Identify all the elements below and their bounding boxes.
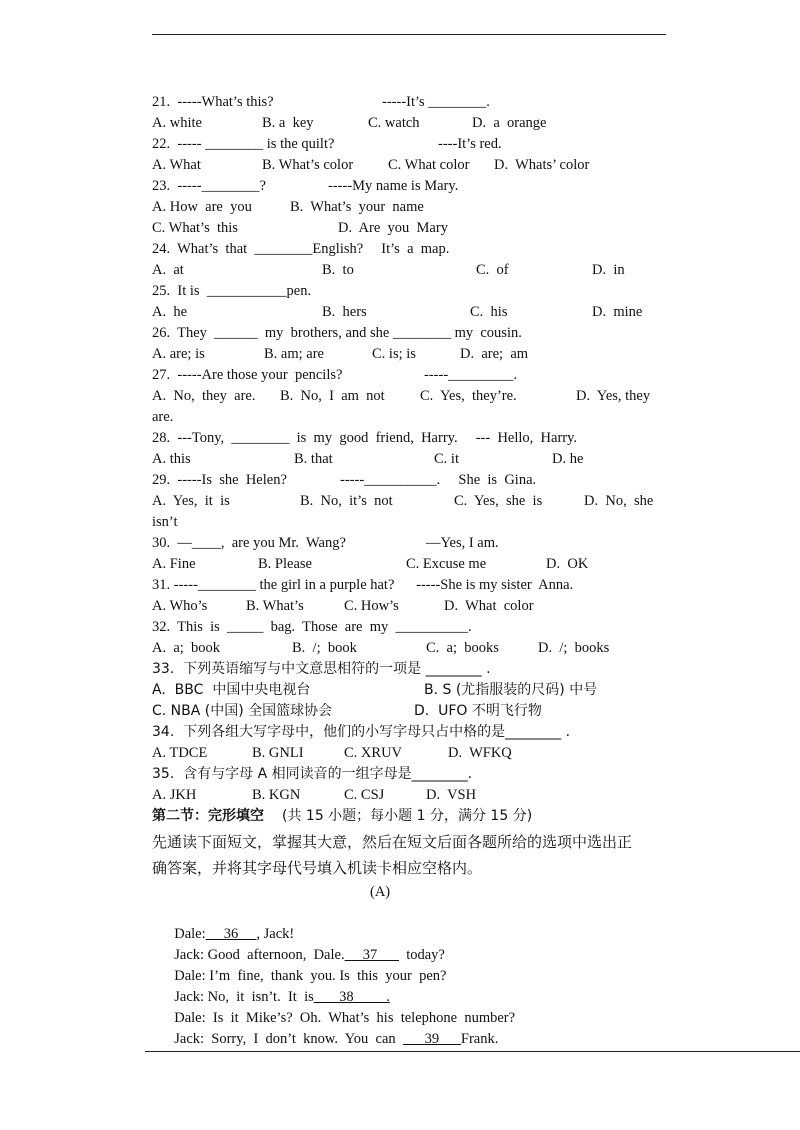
question-text: 32. This is _____ bag. Those are my __________. [152, 619, 472, 635]
options-35 [152, 785, 672, 806]
option: A. white [152, 115, 202, 131]
option: B. No, I am not [280, 388, 385, 404]
question-text: 31. -----________ the girl in a purple hat? -----She is my sister Anna. [152, 577, 574, 593]
section-title: 第二节：完形填空 [152, 808, 264, 824]
options-22 [152, 155, 672, 176]
question-text: 23. -----________? [152, 178, 266, 194]
question-text: 25. It is ___________pen. [152, 283, 312, 299]
option: A. are; is [152, 346, 205, 362]
question-text: 26. They ______ my brothers, and she ________ my cousin. [152, 325, 522, 341]
dialogue-line-3 [167, 945, 687, 984]
option: C. What’s this [152, 220, 238, 236]
option: B. What’s color [262, 157, 354, 173]
answer-prompt: -----It’s ________. [382, 94, 490, 110]
options-31 [152, 596, 672, 617]
option: C. CSJ [344, 787, 385, 803]
option: C. What color [388, 157, 470, 173]
option: A. he [152, 304, 188, 320]
options-29-wrap [152, 512, 672, 533]
option: C. his [470, 304, 508, 320]
blank-38: 38 . [313, 989, 390, 1005]
option: B. to [322, 262, 354, 278]
option: D. OK [546, 556, 589, 572]
option: B. /; book [292, 640, 357, 656]
options-34 [152, 743, 672, 764]
answer-prompt: -----_________. [424, 367, 518, 383]
dialogue-text: today? [398, 947, 445, 963]
question-30 [152, 533, 672, 554]
option: D. Are you Mary [338, 220, 448, 236]
passage-label [152, 882, 672, 903]
option: B. No, it’s not [300, 493, 393, 509]
option: C. Yes, she is [454, 493, 543, 509]
options-27 [152, 386, 672, 407]
answer-prompt: -----__________. She is Gina. [340, 472, 537, 488]
option: A. JKH [152, 787, 197, 803]
option: D. No, she [584, 493, 654, 509]
question-text: 28. ---Tony, ________ is my good friend, Harry. --- Hello, Harry. [152, 430, 578, 446]
blank-36: 36 [205, 926, 257, 942]
question-35 [152, 764, 672, 785]
answer-prompt: —Yes, I am. [426, 535, 499, 551]
option: A. What [152, 157, 201, 173]
options-32 [152, 638, 672, 659]
option: C. it [434, 451, 459, 467]
section-heading [152, 806, 672, 827]
blank-39: 39 [402, 1031, 461, 1047]
option: D. What color [444, 598, 534, 614]
option: D. Whats’ color [494, 157, 590, 173]
question-24 [152, 239, 672, 260]
option: B. S (尤指服装的尺码) 中号 [424, 682, 598, 698]
question-33 [152, 659, 672, 680]
option: A. How are you [152, 199, 252, 215]
option: D. UFO 不明飞行物 [414, 703, 542, 719]
option: A. Who’s [152, 598, 208, 614]
options-28 [152, 449, 672, 470]
question-text: 22. ----- ________ is the quilt? [152, 136, 335, 152]
option: B. What’s your name [290, 199, 424, 215]
option: D. VSH [426, 787, 477, 803]
options-23a [152, 197, 672, 218]
dialogue-text: Jack: No, it isn’t. It is [174, 989, 314, 1005]
dialogue-text: Dale: I’m fine, thank you. Is this your pen? [174, 968, 447, 984]
dialogue-text: , Jack! [256, 926, 295, 942]
question-21 [152, 92, 672, 113]
options-33b [152, 701, 672, 722]
question-23 [152, 176, 672, 197]
options-27-wrap [152, 407, 672, 428]
option: C. How’s [344, 598, 399, 614]
question-27 [152, 365, 672, 386]
option: D. /; books [538, 640, 610, 656]
options-25 [152, 302, 672, 323]
dialogue-line-1 [167, 903, 687, 942]
question-31 [152, 575, 672, 596]
option: C. watch [368, 115, 420, 131]
question-text: 29. -----Is she Helen? [152, 472, 287, 488]
option: D. he [552, 451, 584, 467]
option: C. Excuse me [406, 556, 487, 572]
answer-prompt: -----My name is Mary. [328, 178, 459, 194]
option: B. Please [258, 556, 312, 572]
top-rule [152, 34, 666, 35]
option: C. Yes, they’re. [420, 388, 517, 404]
dialogue-line-6 [167, 1008, 687, 1047]
option: A. No, they are. [152, 388, 256, 404]
option: A. BBC 中国中央电视台 [152, 682, 311, 698]
question-text: 27. -----Are those your pencils? [152, 367, 343, 383]
option: B. am; are [264, 346, 324, 362]
options-21 [152, 113, 672, 134]
options-26 [152, 344, 672, 365]
dialogue-line-4 [167, 966, 687, 1005]
question-text: 24. What’s that ________English? It’s a map. [152, 241, 450, 257]
question-text: 35. 含有与字母 A 相同读音的一组字母是________. [152, 766, 473, 782]
option: D. in [592, 262, 625, 278]
options-23b [152, 218, 672, 239]
question-text: 21. -----What’s this? [152, 94, 274, 110]
dialogue-text: Dale: [174, 926, 206, 942]
instruction-text: 先通读下面短文，掌握其大意，然后在短文后面各题所给的选项中选出正 [152, 833, 633, 851]
option: D. are; am [460, 346, 529, 362]
answer-prompt: ----It’s red. [438, 136, 502, 152]
option-continuation: isn’t [152, 514, 178, 530]
option: C. XRUV [344, 745, 403, 761]
blank-37: 37 [344, 947, 399, 963]
question-29 [152, 470, 672, 491]
passage-label-text: (A) [370, 884, 391, 900]
option: D. mine [592, 304, 643, 320]
question-text: 30. —____, are you Mr. Wang? [152, 535, 346, 551]
option: B. a key [262, 115, 314, 131]
options-24 [152, 260, 672, 281]
question-32 [152, 617, 672, 638]
instruction-text: 确答案，并将其字母代号填入机读卡相应空格内。 [152, 859, 483, 877]
option: A. Yes, it is [152, 493, 230, 509]
instruction-line-2 [152, 856, 672, 880]
question-22 [152, 134, 672, 155]
option: C. a; books [426, 640, 499, 656]
dialogue-text: Jack: Sorry, I don’t know. You can [174, 1031, 403, 1047]
option: A. Fine [152, 556, 196, 572]
question-text: 34. 下列各组大写字母中，他们的小写字母只占中格的是________ . [152, 724, 571, 740]
question-28 [152, 428, 672, 449]
option: A. at [152, 262, 184, 278]
dialogue-text: Frank. [460, 1031, 499, 1047]
question-26 [152, 323, 672, 344]
option: D. a orange [472, 115, 547, 131]
option: B. GNLI [252, 745, 304, 761]
options-29 [152, 491, 672, 512]
question-25 [152, 281, 672, 302]
option: B. hers [322, 304, 367, 320]
option: A. TDCE [152, 745, 208, 761]
option: B. What’s [246, 598, 304, 614]
option: D. WFKQ [448, 745, 512, 761]
question-34 [152, 722, 672, 743]
option: A. a; book [152, 640, 221, 656]
bottom-rule [145, 1051, 800, 1052]
instruction-line-1 [152, 830, 672, 854]
option: B. that [294, 451, 333, 467]
option: C. NBA (中国) 全国篮球协会 [152, 703, 333, 719]
option: C. of [476, 262, 509, 278]
dialogue-line-2 [167, 924, 687, 963]
option: A. this [152, 451, 191, 467]
section-note: (共 15 小题；每小题 1 分，满分 15 分) [282, 808, 533, 824]
options-30 [152, 554, 672, 575]
options-33a [152, 680, 672, 701]
option: B. KGN [252, 787, 301, 803]
option-continuation: are. [152, 409, 174, 425]
option: D. Yes, they [576, 388, 651, 404]
option: C. is; is [372, 346, 416, 362]
dialogue-text: Jack: Good afternoon, Dale. [174, 947, 345, 963]
dialogue-line-5 [167, 987, 687, 1026]
dialogue-text: Dale: Is it Mike’s? Oh. What’s his telephone number? [174, 1010, 516, 1026]
question-text: 33. 下列英语缩写与中文意思相符的一项是 ________ . [152, 661, 491, 677]
